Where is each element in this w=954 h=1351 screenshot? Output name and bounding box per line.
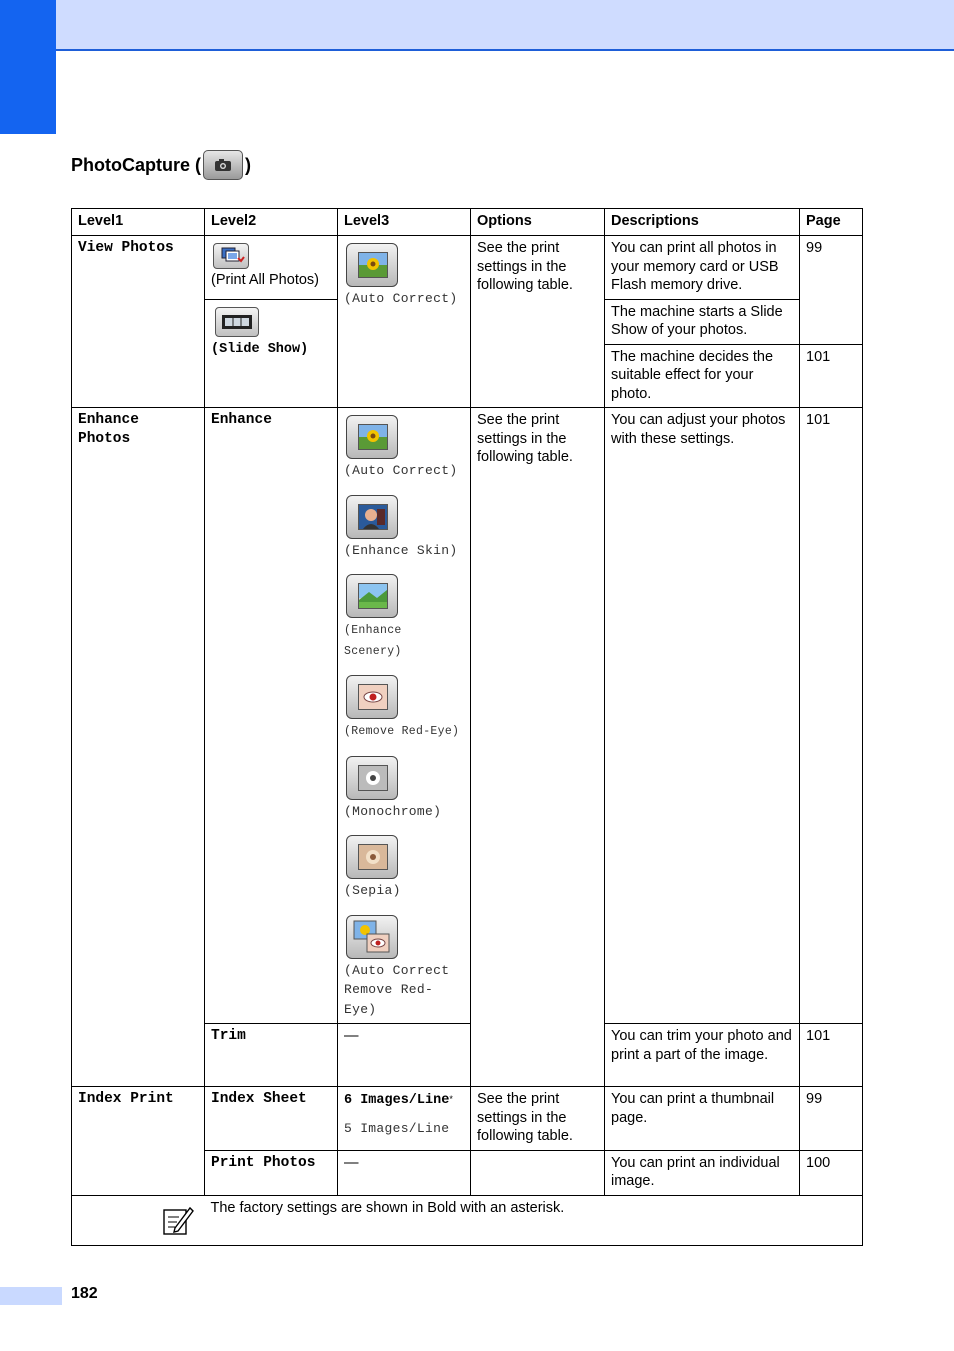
top-band	[0, 0, 954, 51]
level3-print-photos: —	[338, 1150, 471, 1195]
print-all-label: (Print All Photos)	[211, 272, 319, 288]
desc-auto-correct: The machine decides the suitable effect for your photo.	[605, 344, 800, 408]
slide-show-label: (Slide Show)	[211, 341, 309, 357]
effect-monochrome	[344, 756, 464, 822]
enhance-scenery-icon	[346, 574, 398, 618]
effect-label: (Auto Correct)	[344, 463, 458, 478]
auto-correct-icon	[346, 415, 398, 459]
auto-correct-icon	[346, 243, 398, 287]
note-pencil-icon	[161, 1204, 195, 1242]
section-title	[71, 150, 251, 180]
options-enhance: See the print settings in the following table.	[471, 408, 605, 1087]
note-text: The factory settings are shown in Bold with an asterisk.	[205, 1195, 863, 1246]
effect-label: (Monochrome)	[344, 803, 442, 819]
header-level2: Level2	[205, 209, 338, 236]
level2-print-photos: Print Photos	[205, 1150, 338, 1195]
header-page: Page	[800, 209, 863, 236]
page-view-photos-b: 101	[800, 344, 863, 408]
level3-effects	[338, 408, 471, 1024]
page-trim: 101	[800, 1024, 863, 1087]
effect-label: (Remove Red-Eye)	[344, 725, 460, 738]
chapter-tab	[0, 0, 56, 134]
note-row	[72, 1195, 863, 1246]
camera-icon	[203, 150, 243, 180]
page-enhance: 101	[800, 408, 863, 1024]
effect-label: (Sepia)	[344, 883, 401, 898]
effect-enhance-skin	[344, 495, 464, 561]
table-row	[72, 408, 863, 1024]
page-print-photos: 100	[800, 1150, 863, 1195]
options-view-photos: See the print settings in the following table.	[471, 236, 605, 408]
level3-images-per-line	[338, 1087, 471, 1151]
six-images-option: 6 Images/Line	[344, 1093, 450, 1108]
page-number: 182	[71, 1285, 98, 1302]
level2-slide-show	[205, 299, 338, 408]
desc-slide-show: The machine starts a Slide Show of your photos.	[605, 299, 800, 344]
print-all-photos-icon	[213, 243, 249, 269]
table-row	[72, 1087, 863, 1151]
five-images-option: 5 Images/Line	[344, 1120, 450, 1136]
effect-enhance-scenery	[344, 574, 464, 661]
monochrome-icon	[346, 756, 398, 800]
default-asterisk: *	[449, 1094, 453, 1104]
level2-trim: Trim	[205, 1024, 338, 1087]
table-row	[72, 236, 863, 300]
level2-print-all	[205, 236, 338, 300]
menu-table	[71, 208, 863, 1246]
desc-trim: You can trim your photo and print a part of the image.	[605, 1024, 800, 1087]
desc-index-sheet: You can print a thumbnail page.	[605, 1087, 800, 1151]
effect-auto-correct-red-eye	[344, 915, 464, 1020]
remove-red-eye-icon	[346, 675, 398, 719]
section-title-text: PhotoCapture (	[71, 154, 201, 175]
header-row	[72, 209, 863, 236]
options-index-sheet: See the print settings in the following table.	[471, 1087, 605, 1151]
desc-enhance: You can adjust your photos with these settings.	[605, 408, 800, 1024]
effect-label: (Enhance Scenery)	[344, 624, 402, 658]
effect-label: (Auto Correct Remove Red-Eye)	[344, 962, 450, 1017]
effect-sepia	[344, 835, 464, 901]
page-tab	[0, 1287, 62, 1305]
level2-index-sheet: Index Sheet	[205, 1087, 338, 1151]
header-descriptions: Descriptions	[605, 209, 800, 236]
desc-print-all: You can print all photos in your memory card or USB Flash memory drive.	[605, 236, 800, 300]
options-print-photos	[471, 1150, 605, 1195]
level2-enhance: Enhance	[205, 408, 338, 1024]
desc-print-photos: You can print an individual image.	[605, 1150, 800, 1195]
auto-correct-red-eye-icon	[346, 915, 398, 959]
header-options: Options	[471, 209, 605, 236]
level1-view-photos: View Photos	[72, 236, 205, 408]
auto-correct-label: (Auto Correct)	[344, 291, 458, 306]
header-level1: Level1	[72, 209, 205, 236]
level1-index-print: Index Print	[72, 1087, 205, 1196]
section-title-close: )	[245, 154, 251, 175]
effect-label: (Enhance Skin)	[344, 542, 458, 558]
sepia-icon	[346, 835, 398, 879]
header-level3: Level3	[338, 209, 471, 236]
page-view-photos-a: 99	[800, 236, 863, 345]
note-icon-cell	[72, 1195, 205, 1246]
effect-remove-red-eye	[344, 675, 464, 742]
level1-enhance-photos: Enhance Photos	[72, 408, 205, 1087]
page-index-sheet: 99	[800, 1087, 863, 1151]
level3-trim: —	[338, 1024, 471, 1087]
level3-auto-correct	[338, 236, 471, 408]
enhance-skin-icon	[346, 495, 398, 539]
effect-auto-correct	[344, 415, 464, 481]
film-strip-icon	[215, 307, 259, 337]
